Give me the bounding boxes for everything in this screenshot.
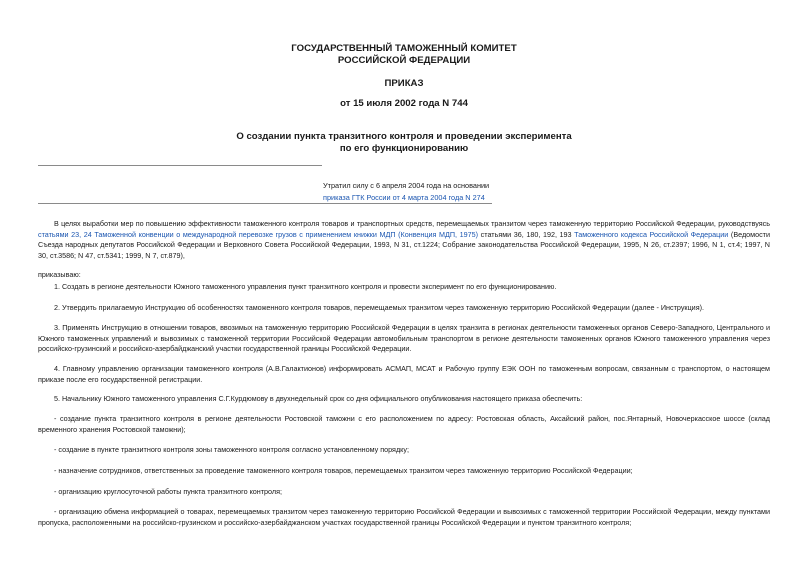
issuing-authority — [38, 43, 770, 67]
authority-line-1: ГОСУДАРСТВЕННЫЙ ТАМОЖЕННЫЙ КОМИТЕТ — [291, 43, 517, 54]
order-item-4: 4. Главному управлению организации таможенного контроля (А.В.Галактионов) информировать АСМАП, МСАТ и Рабочую группу ЕЭК ООН по таможенным вопросам, связанным с транспортом, о настоящем приказе после его государственной регистрации. — [38, 364, 770, 384]
list-item-transit-point: - создание пункта транзитного контроля в регионе деятельности Ростовской таможни с его расположением по адресу: Ростовская область, Аксайский район, пос.Янтарный, Новочеркасское шоссе (склад временного хранения Ростовской таможни); — [38, 414, 770, 434]
repeal-order-link[interactable]: приказа ГТК России от 4 марта 2004 года N 274 — [323, 193, 485, 202]
document-date-number: от 15 июля 2002 года N 744 — [340, 98, 468, 109]
preamble-text: В целях выработки мер по повышению эффективности таможенного контроля товаров и транспортных средств, перемещаемых транзитом через таможенную территорию Российской Федерации, руководствуясь — [54, 219, 770, 228]
order-item-3: 3. Применять Инструкцию в отношении товаров, ввозимых на таможенную территорию Российской Федерации в целях транзита в регионах деятельности таможенных органов Северо-Западного, Центрального и Южного таможенных управлений и вывозимых с таможенной территории Российской Федерации автомобильным транспортом в регионе деятельности таможенных органов Южного таможенного управления через российско-грузинский и российско-азербайджанский участки государственной границы Российской Федерации. — [38, 323, 770, 354]
order-item-1: 1. Создать в регионе деятельности Южного таможенного управления пункт транзитного контроля и провести эксперимент по его функционированию. — [54, 282, 557, 291]
customs-code-link[interactable]: Таможенного кодекса Российской Федерации — [574, 229, 729, 239]
list-item-staff: - назначение сотрудников, ответственных за проведение таможенного контроля товаров, перемещаемых транзитом через таможенную территорию Российской Федерации; — [54, 466, 633, 475]
order-item-2: 2. Утвердить прилагаемую Инструкцию об особенностях таможенного контроля товаров, перемещаемых транзитом через таможенную территорию Российской Федерации (далее - Инструкция). — [54, 303, 704, 312]
order-item-5: 5. Начальнику Южного таможенного управления С.Г.Курдюмову в двухнедельный срок со дня официального опубликования настоящего приказа обеспечить: — [54, 394, 583, 403]
list-item-round-the-clock: - организацию круглосуточной работы пункта транзитного контроля; — [54, 487, 282, 496]
authority-line-2: РОССИЙСКОЙ ФЕДЕРАЦИИ — [337, 55, 471, 66]
separator-line — [38, 203, 492, 204]
list-item-information-exchange: - организацию обмена информацией о товарах, перемещаемых транзитом через таможенную территорию Российской Федерации и вывозимых с таможенной территории Российской Федерации, между пунктами пропуска, расположенными на российско-грузинском и российско-азербайджанском участках государственной границы Российской Федерации и пунктом транзитного контроля; — [38, 507, 770, 527]
document-type: ПРИКАЗ — [384, 78, 424, 89]
preamble-paragraph — [38, 219, 770, 262]
tir-convention-link[interactable]: статьями 23, 24 Таможенной конвенции о международной перевозке грузов с применением книжки МДП (Конвенция МДП, 1975) — [38, 229, 479, 239]
preamble-text: (Ведомости Съезда народных депутатов Российской Федерации и Верховного Совета Российской Федерации, 1993, N 31, ст.1224; Собрание законодательства Российской Федерации, 1995, N 26, ст.2397; 1996, N 1, ст.4; 1997, N 30, ст.3586; N 47, ст.5341; 1999, N 7, ст.879), — [38, 229, 770, 261]
status-note-text: Утратил силу с 6 апреля 2004 года на основании — [323, 181, 490, 190]
title-line-1: О создании пункта транзитного контроля и проведении эксперимента — [236, 131, 572, 142]
preamble-text: статьями 36, 180, 192, 193 — [478, 229, 575, 239]
list-item-control-zone: - создание в пункте транзитного контроля зоны таможенного контроля согласно установленному порядку; — [54, 445, 409, 454]
separator-line — [38, 165, 322, 166]
title-line-2: по его функционированию — [339, 143, 469, 154]
order-word: приказываю: — [38, 270, 81, 279]
status-note — [323, 180, 489, 204]
document-title — [38, 131, 770, 155]
